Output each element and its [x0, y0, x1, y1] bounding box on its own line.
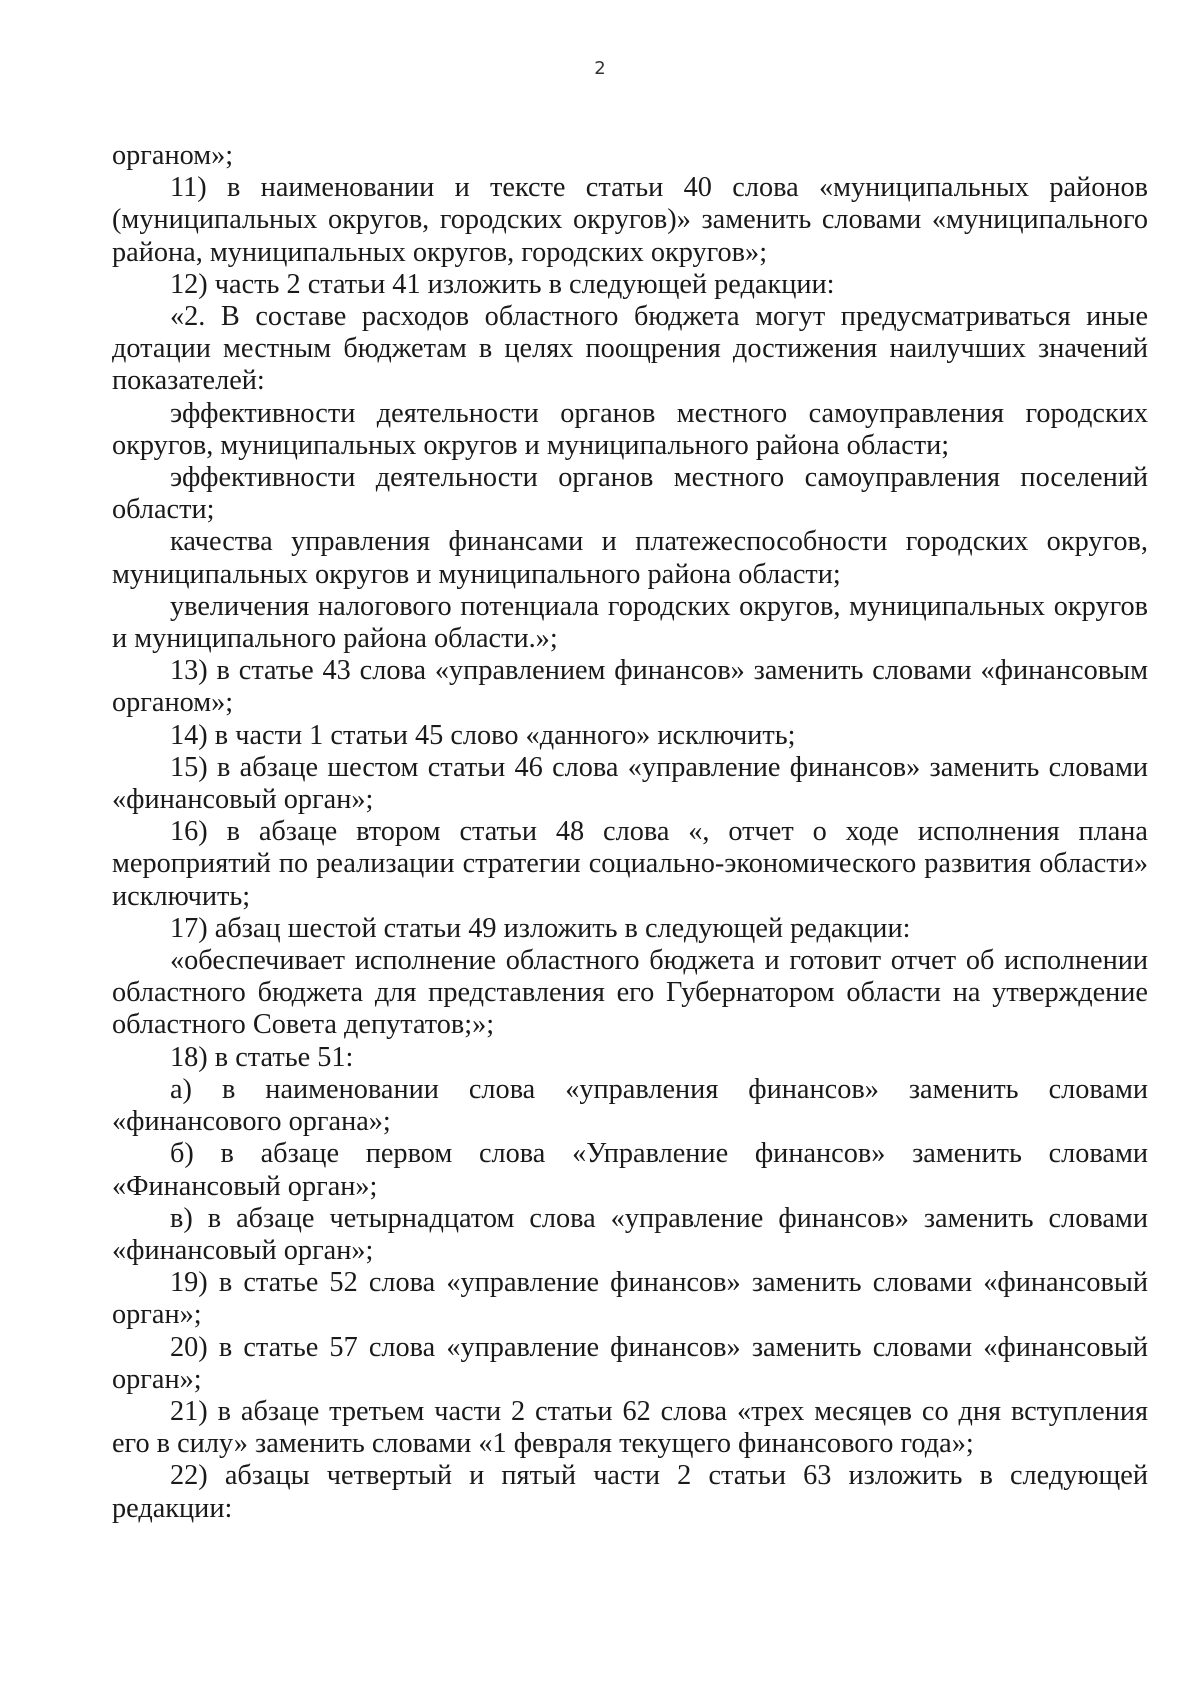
paragraph: 20) в статье 57 слова «управление финансов» заменить словами «финансовый орган»; — [112, 1331, 1148, 1395]
paragraph: эффективности деятельности органов местного самоуправления поселений области; — [112, 462, 1148, 526]
paragraph: «обеспечивает исполнение областного бюджета и готовит отчет об исполнении областного бюджета для представления его Губернатором области на утверждение областного Совета депутатов;»; — [112, 945, 1148, 1041]
paragraph: качества управления финансами и платежеспособности городских округов, муниципальных округов и муниципального района области; — [112, 526, 1148, 590]
paragraph: увеличения налогового потенциала городских округов, муниципальных округов и муниципального района области.»; — [112, 590, 1148, 655]
paragraph: органом»; — [112, 140, 234, 171]
paragraph: в) в абзаце четырнадцатом слова «управление финансов» заменить словами «финансовый орган»; — [112, 1202, 1148, 1266]
paragraph: 15) в абзаце шестом статьи 46 слова «управление финансов» заменить словами «финансовый орган»; — [112, 751, 1148, 816]
page-number: 2 — [594, 58, 606, 79]
paragraph: 22) абзацы четвертый и пятый части 2 статьи 63 изложить в следующей редакции: — [112, 1460, 1148, 1524]
paragraph: 21) в абзаце третьем части 2 статьи 62 слова «трех месяцев со дня вступления его в силу» заменить словами «1 февраля текущего финансового года»; — [112, 1395, 1148, 1460]
paragraph: 17) абзац шестой статьи 49 изложить в следующей редакции: — [170, 912, 911, 944]
paragraph: а) в наименовании слова «управления финансов» заменить словами «финансового органа»; — [112, 1073, 1148, 1138]
document-body — [112, 140, 1148, 1525]
paragraph: эффективности деятельности органов местного самоуправления городских округов, муниципальных округов и муниципального района области; — [112, 397, 1148, 461]
paragraph: 11) в наименовании и тексте статьи 40 слова «муниципальных районов (муниципальных округов, городских округов)» заменить словами «муниципального района, муниципальных округов, городских округов»; — [112, 172, 1148, 268]
paragraph: 12) часть 2 статьи 41 изложить в следующей редакции: — [170, 268, 835, 300]
paragraph: 13) в статье 43 слова «управлением финансов» заменить словами «финансовым органом»; — [112, 655, 1148, 719]
paragraph: 19) в статье 52 слова «управление финансов» заменить словами «финансовый орган»; — [112, 1267, 1148, 1331]
paragraph: б) в абзаце первом слова «Управление финансов» заменить словами «Финансовый орган»; — [112, 1138, 1148, 1202]
paragraph: 16) в абзаце втором статьи 48 слова «, отчет о ходе исполнения плана мероприятий по реализации стратегии социально-экономического развития области» исключить; — [112, 816, 1148, 912]
paragraph: 18) в статье 51: — [170, 1041, 354, 1073]
paragraph: «2. В составе расходов областного бюджета могут предусматриваться иные дотации местным бюджетам в целях поощрения достижения наилучших значений показателей: — [112, 301, 1148, 397]
paragraph: 14) в части 1 статьи 45 слово «данного» исключить; — [170, 719, 796, 751]
